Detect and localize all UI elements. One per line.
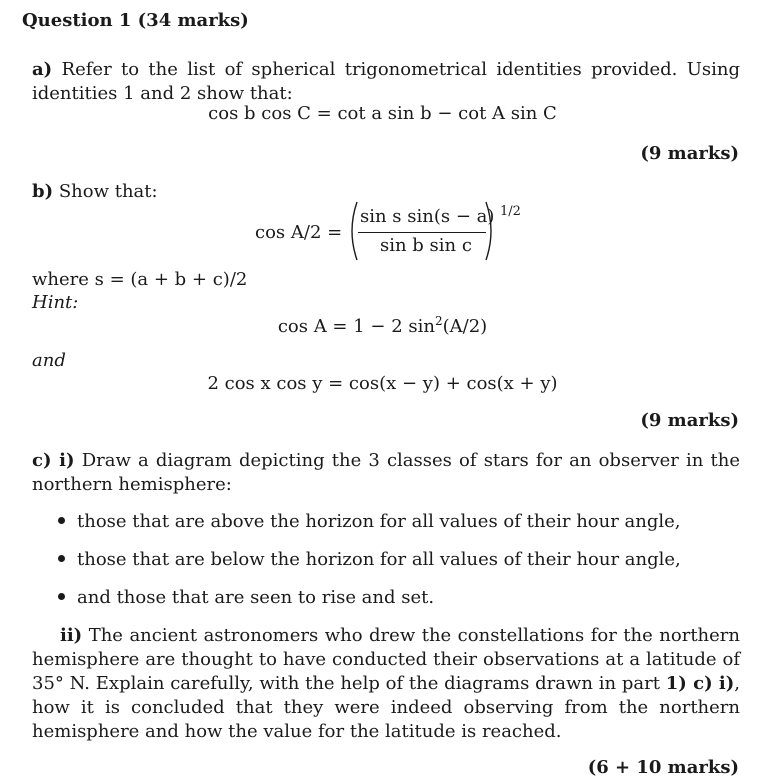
part-b-body: Show that: [58,181,158,202]
part-b-label: b) [32,181,54,202]
and-label: and [32,350,66,371]
part-b-text [32,180,158,204]
part-c-ii-body-2: , how it is concluded that they were indeed observing from the northern hemisphere and how the value for the latitude is reached. [32,673,740,742]
fraction-denominator: sin b sin c [380,235,472,256]
hint-label: Hint: [32,292,79,313]
question-title: Question 1 (34 marks) [22,10,249,31]
bullet-text: those that are below the horizon for all values of their hour angle, [77,549,681,570]
part-c-i-body: Draw a diagram depicting the 3 classes of stars for an observer in the northern hemisphere: [32,450,740,495]
hint-eq1-sup: 2 [434,314,443,328]
part-c-ii-label: ii) [60,625,83,646]
list-item [58,548,681,572]
part-a-marks: (9 marks) [640,143,739,164]
part-c-ii-body-1: The ancient astronomers who drew the constellations for the northern hemisphere are thought to have conducted their observations at a latitude of 35° N. Explain carefully, with the help of the diagrams drawn in part [32,625,740,694]
hint-eq1-tail: (A/2) [442,316,488,337]
part-b-equation [255,200,555,262]
part-a-label: a) [32,59,53,80]
equation-exponent: 1/2 [500,204,521,219]
bullet-icon [58,555,65,562]
bullet-text: those that are above the horizon for all values of their hour angle, [77,511,681,532]
equation-lhs: cos A/2 = [255,222,343,243]
list-item [58,586,434,610]
hint-eq1-main: cos A = 1 − 2 sin [277,316,435,337]
hint-equation-1 [0,315,765,339]
part-a-text [32,58,740,106]
bullet-icon [58,517,65,524]
list-item [58,510,681,534]
bullet-text: and those that are seen to rise and set. [77,587,435,608]
right-parenthesis [484,200,498,262]
where-text: where s = (a + b + c)/2 [32,269,248,290]
hint-equation-2: 2 cos x cos y = cos(x − y) + cos(x + y) [207,373,558,394]
part-c-i-text [32,449,740,497]
part-a-body: Refer to the list of spherical trigonometrical identities provided. Using identities 1 and 2 show that: [32,59,740,104]
part-a-equation: cos b cos C = cot a sin b − cot A sin C [208,103,557,124]
part-c-ii-text [32,624,740,744]
part-reference: 1) c) i) [665,673,735,694]
left-parenthesis [345,200,359,262]
bullet-icon [58,593,65,600]
part-b-marks: (9 marks) [640,410,739,431]
part-c-i-label: c) i) [32,450,75,471]
part-c-marks: (6 + 10 marks) [587,757,739,778]
fraction-numerator: sin s sin(s − a) [360,206,495,227]
